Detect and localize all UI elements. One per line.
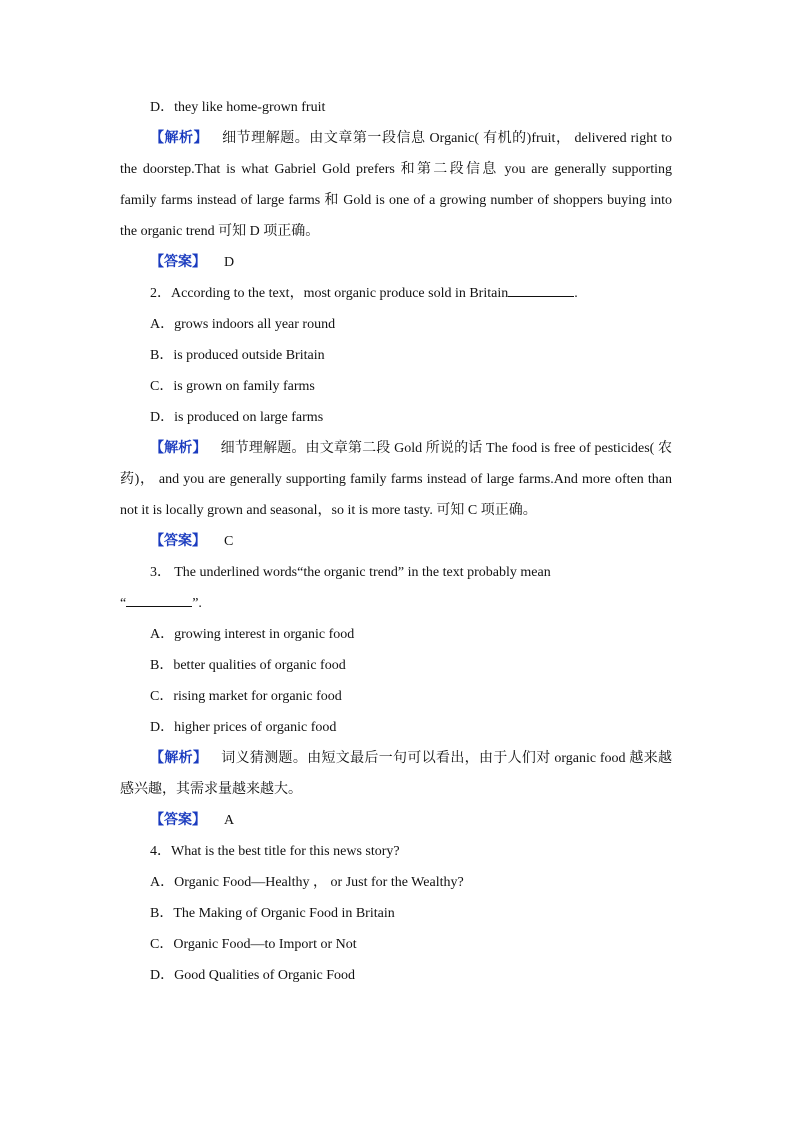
analysis-text: 细节理解题。由文章第二段 Gold 所说的话 The food is free of pesticides( 农药)， and you are generally supporting family farms instead of large farms.And more often than not it is locally grown and seasonal，so it is more tasty. 可知 C 项正确。 [120,441,672,518]
q4-option-b: B．The Making of Organic Food in Britain [150,906,395,921]
analysis-tag: 【解析】 [150,751,208,766]
q3-analysis [120,743,672,805]
q4-option-c: C．Organic Food—to Import or Not [150,937,357,952]
answer-value: A [224,813,235,828]
answer-value: C [224,534,234,549]
q3-option-d: D．higher prices of organic food [150,720,337,735]
q1-answer [120,247,672,278]
q2-option-a: A．grows indoors all year round [150,317,336,332]
open-quote: “ [120,596,127,611]
analysis-tag: 【解析】 [150,441,207,456]
analysis-text: 细节理解题。由文章第一段信息 Organic( 有机的)fruit， delivered right to the doorstep.That is what Gabriel Gold prefers 和第二段信息 you are generally supporting family farms instead of large farms 和 Gold is one of a growing number of shoppers buying into the organic trend 可知 D 项正确。 [120,131,672,239]
q2-analysis [120,433,672,526]
q3-option-a: A．growing interest in organic food [150,627,355,642]
q3-answer [120,805,672,836]
answer-tag: 【答案】 [150,255,206,270]
q4-option-d: D．Good Qualities of Organic Food [150,968,356,983]
q1-analysis [120,123,672,247]
question-end: . [574,286,578,301]
q3-stem: 3． The underlined words“the organic trend” in the text probably mean [150,565,551,580]
q2-answer [120,526,672,557]
q1-option-d: D．they like home-grown fruit [150,100,326,115]
q2-option-c: C．is grown on family farms [150,379,315,394]
close-quote: ”. [192,596,202,611]
analysis-text: 词义猜测题。由短文最后一句可以看出，由于人们对 organic food 越来越感兴趣，其需求量越来越大。 [120,751,672,797]
q2-option-b: B．is produced outside Britain [150,348,325,363]
answer-value: D [224,255,235,270]
q4-stem: 4．What is the best title for this news story? [150,844,400,859]
q2-option-d: D．is produced on large farms [150,410,324,425]
answer-tag: 【答案】 [150,813,206,828]
answer-tag: 【答案】 [150,534,206,549]
q2-stem [120,278,672,309]
q3-stem-continued [120,588,672,619]
q3-option-c: C．rising market for organic food [150,689,342,704]
q4-option-a: A．Organic Food—Healthy ， or Just for the Wealthy? [150,875,464,890]
answer-blank [126,592,192,607]
document-page [120,92,672,991]
analysis-tag: 【解析】 [150,131,209,146]
question-text: 2．According to the text，most organic produce sold in Britain [150,286,509,301]
q3-option-b: B．better qualities of organic food [150,658,346,673]
answer-blank [508,282,574,297]
